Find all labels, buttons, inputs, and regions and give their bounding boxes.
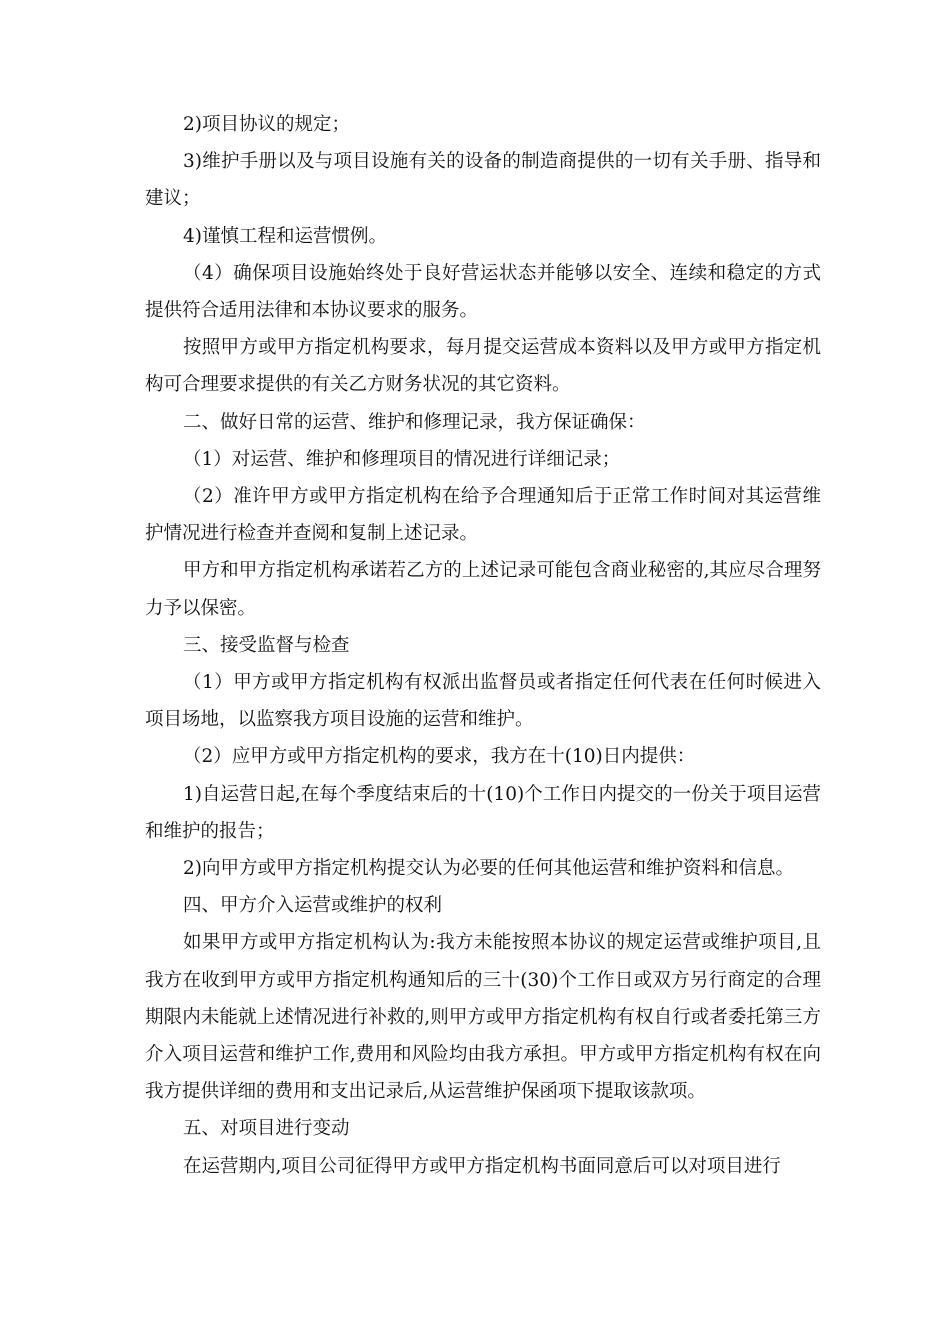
paragraph-other-info: 2)向甲方或甲方指定机构提交认为必要的任何其他运营和维护资料和信息。 bbox=[183, 858, 794, 880]
section-heading-2: 二、做好日常的运营、维护和修理记录，我方保证确保： bbox=[183, 411, 646, 433]
section-heading-5: 五、对项目进行变动 bbox=[183, 1118, 350, 1140]
section-heading-3: 三、接受监督与检查 bbox=[183, 634, 350, 656]
section-heading-4: 四、甲方介入运营或维护的权利 bbox=[183, 895, 443, 917]
paragraph-monthly-cost-report: 按照甲方或甲方指定机构要求，每月提交运营成本资料以及甲方或甲方指定机构可合理要求提供的有关乙方财务状况的其它资料。 bbox=[145, 337, 821, 396]
document-page bbox=[145, 106, 821, 1185]
paragraph-supervision-1: （1）甲方或甲方指定机构有权派出监督员或者指定任何代表在任何时候进入项目场地，以监察我方项目设施的运营和维护。 bbox=[145, 672, 821, 731]
paragraph-quarterly-report: 1)自运营日起,在每个季度结束后的十(10)个工作日内提交的一份关于项目运营和维护的报告； bbox=[145, 783, 821, 842]
paragraph-intervention: 如果甲方或甲方指定机构认为:我方未能按照本协议的规定运营或维护项目,且我方在收到甲方或甲方指定机构通知后的三十(30)个工作日或双方另行商定的合理期限内未能就上述情况进行补救的,则甲方或甲方指定机构有权自行或者委托第三方介入项目运营和维护工作,费用和风险均由我方承担。甲方或甲方指定机构有权在向我方提供详细的费用和支出记录后,从运营维护保函项下提取该款项。 bbox=[145, 932, 821, 1103]
paragraph-record-1: （1）对运营、维护和修理项目的情况进行详细记录； bbox=[183, 448, 621, 470]
paragraph-item-2: 2)项目协议的规定； bbox=[183, 114, 350, 135]
paragraph-record-2: （2）准许甲方或甲方指定机构在给予合理通知后于正常工作时间对其运营维护情况进行检查并查阅和复制上述记录。 bbox=[145, 486, 821, 545]
paragraph-item-3: 3)维护手册以及与项目设施有关的设备的制造商提供的一切有关手册、指导和建议； bbox=[145, 151, 821, 210]
paragraph-confidentiality: 甲方和甲方指定机构承诺若乙方的上述记录可能包含商业秘密的,其应尽合理努力予以保密。 bbox=[145, 560, 821, 619]
paragraph-changes: 在运营期内,项目公司征得甲方或甲方指定机构书面同意后可以对项目进行 bbox=[183, 1155, 781, 1177]
paragraph-ensure-facilities: （4）确保项目设施始终处于良好营运状态并能够以安全、连续和稳定的方式提供符合适用法律和本协议要求的服务。 bbox=[145, 262, 821, 322]
paragraph-item-4: 4)谨慎工程和运营惯例。 bbox=[183, 225, 387, 247]
paragraph-supervision-2: （2）应甲方或甲方指定机构的要求，我方在十(10)日内提供： bbox=[183, 746, 696, 768]
